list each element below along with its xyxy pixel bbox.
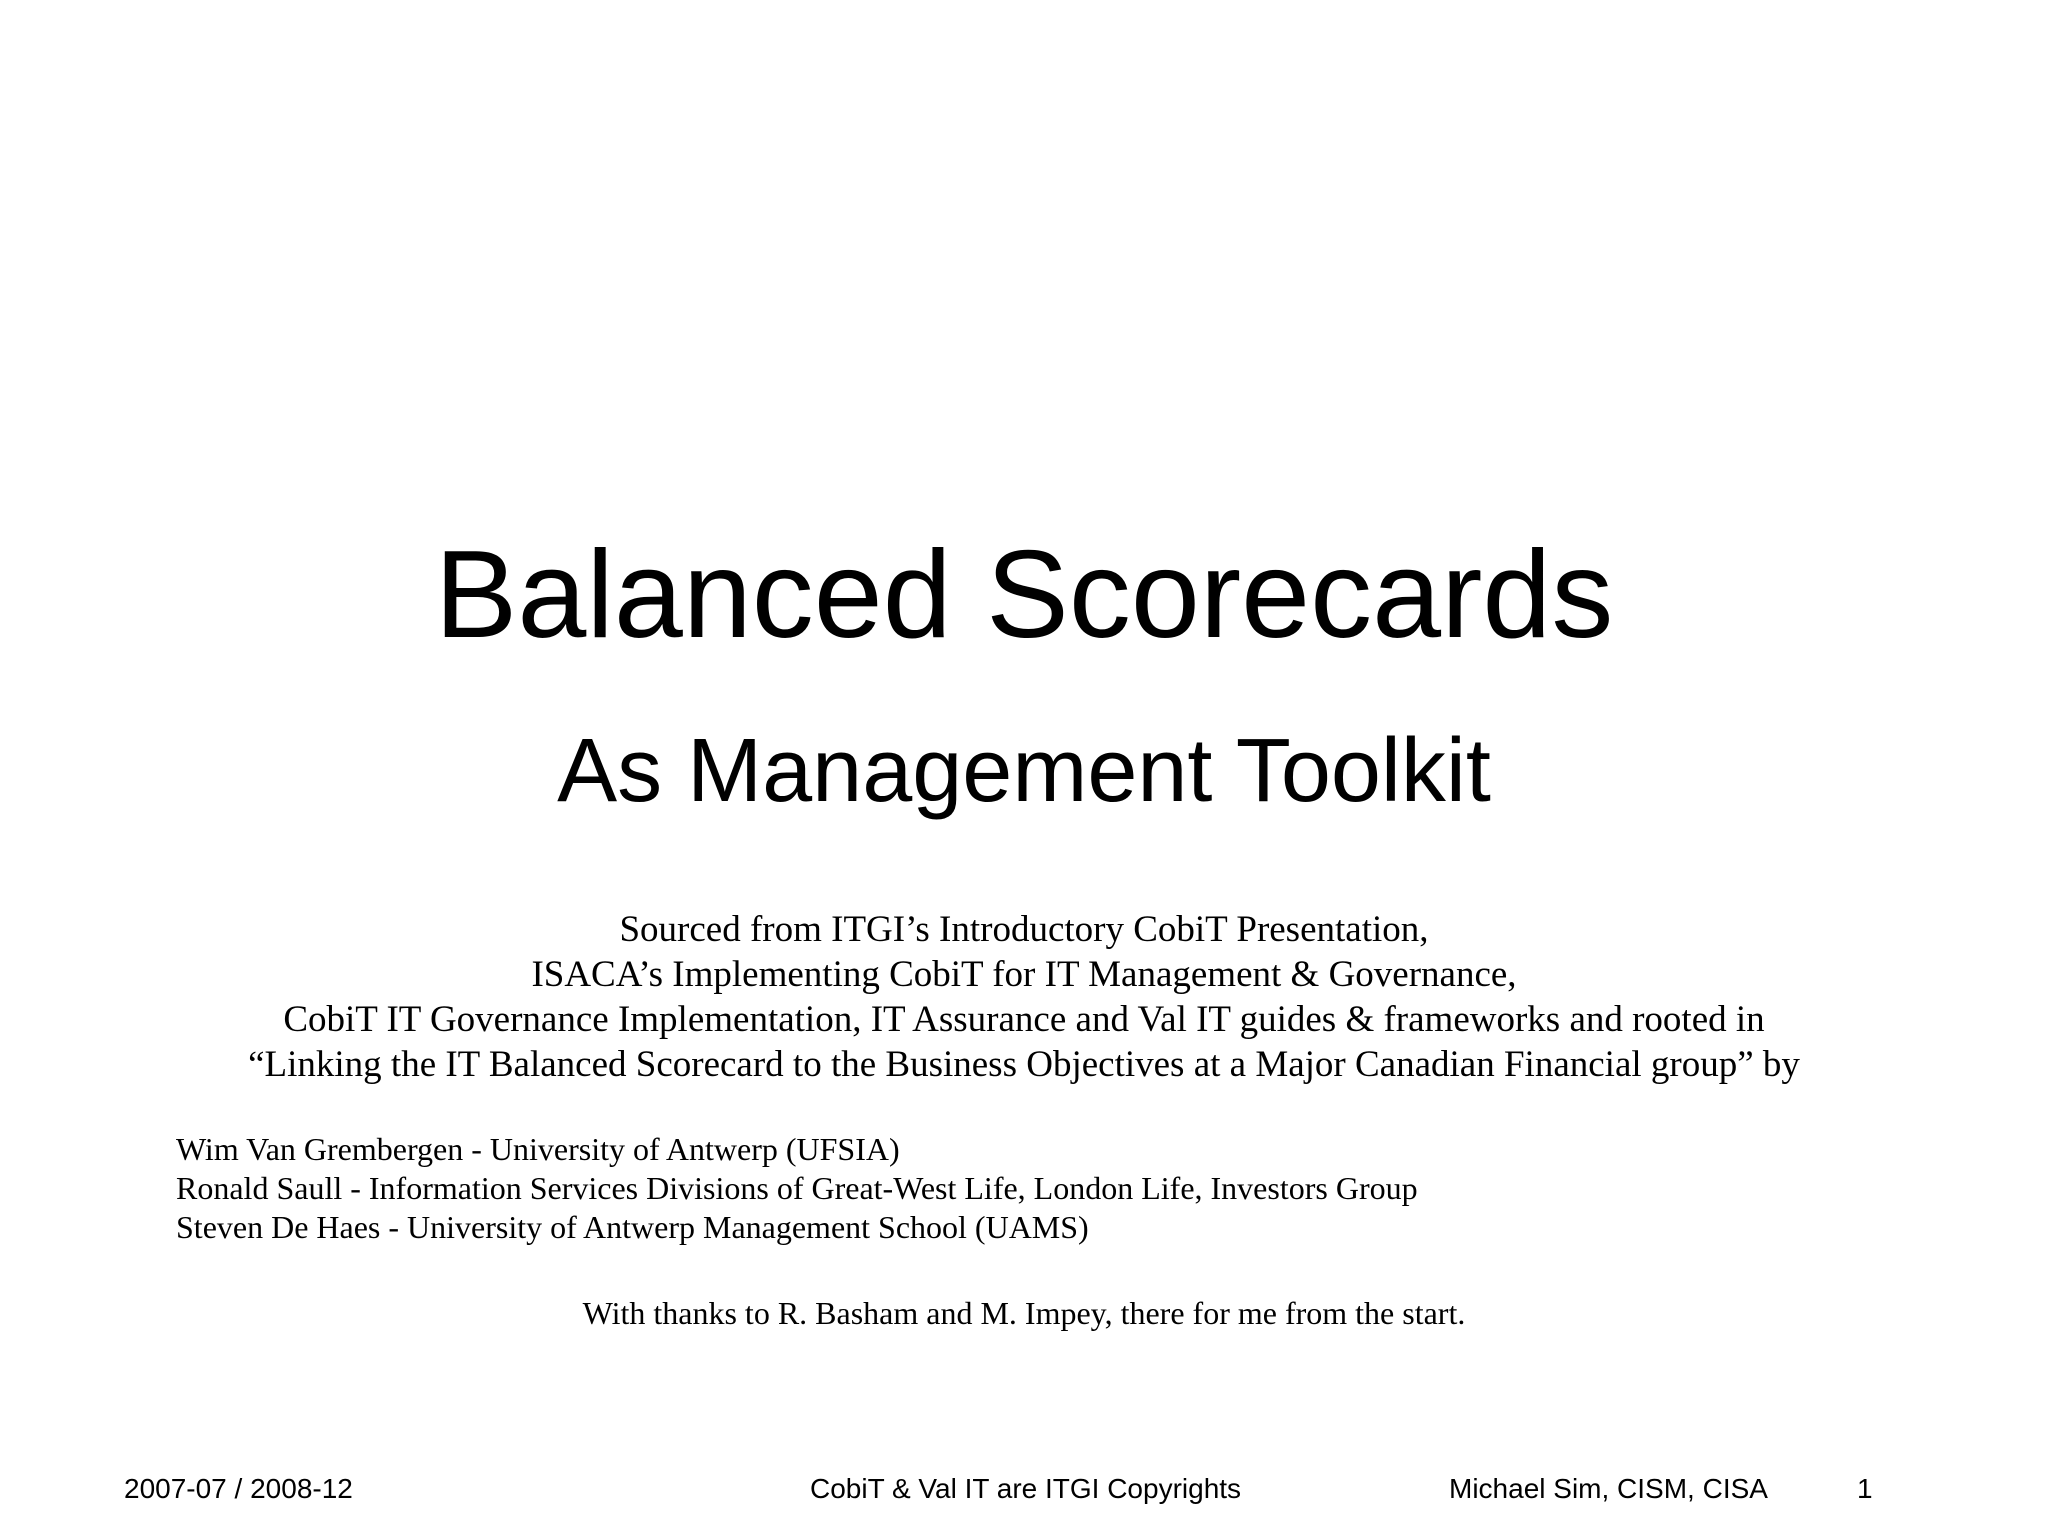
- sources-block: [0, 907, 2048, 1087]
- footer-date-range: 2007-07 / 2008-12: [124, 1473, 353, 1504]
- footer-copyright: CobiT & Val IT are ITGI Copyrights: [810, 1473, 1242, 1504]
- author-line: Ronald Saull - Information Services Divisions of Great-West Life, London Life, Investors Group: [176, 1170, 1418, 1206]
- source-line: “Linking the IT Balanced Scorecard to the Business Objectives at a Major Canadian Financial group” by: [248, 1044, 1800, 1085]
- author-line: Steven De Haes - University of Antwerp Management School (UAMS): [176, 1209, 1089, 1245]
- source-line: CobiT IT Governance Implementation, IT Assurance and Val IT guides & frameworks and rooted in: [283, 999, 1765, 1040]
- author-line: Wim Van Grembergen - University of Antwerp (UFSIA): [176, 1131, 900, 1167]
- slide-subtitle: As Management Toolkit: [557, 721, 1491, 821]
- source-line: Sourced from ITGI’s Introductory CobiT Presentation,: [619, 909, 1429, 950]
- slide-title: Balanced Scorecards: [434, 526, 1614, 664]
- source-line: ISACA’s Implementing CobiT for IT Management & Governance,: [531, 954, 1517, 995]
- page-number: 1: [1857, 1473, 1873, 1504]
- authors-block: [176, 1130, 1976, 1247]
- acknowledgement: With thanks to R. Basham and M. Impey, there for me from the start.: [582, 1295, 1466, 1331]
- footer-author: Michael Sim, CISM, CISA: [1449, 1473, 1768, 1504]
